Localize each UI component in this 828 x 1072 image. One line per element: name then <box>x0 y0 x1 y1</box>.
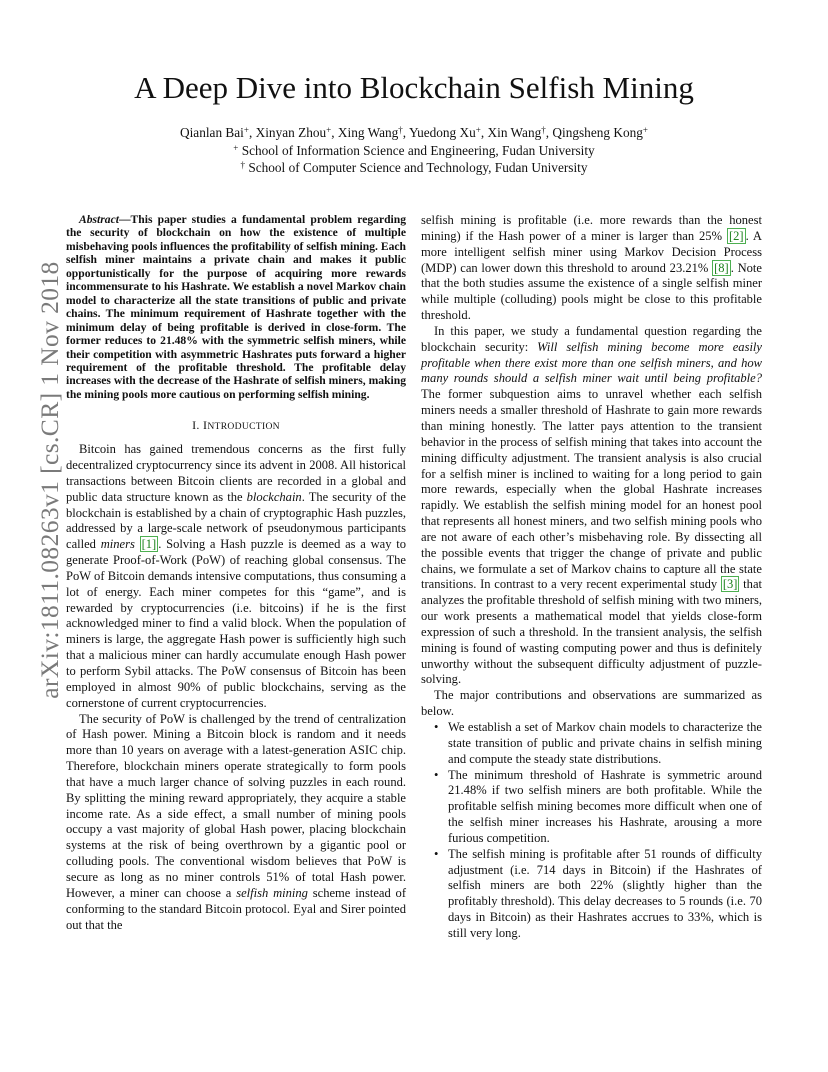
author-mark: † <box>398 125 403 135</box>
author-name: Xing Wang <box>337 125 399 140</box>
author-name: Yuedong Xu <box>408 125 476 140</box>
arxiv-identifier-stamp <box>14 180 74 780</box>
text-run: . Solving a Hash puzzle is deemed as a way to generate Proof-of-Work (PoW) of reaching global consensus. The PoW of Bitcoin demands intensive computations, thus consuming a lot of energy. Each miner competes for this “game”, and is rewarded by cryptocurrencies (i.e. bitcoins) if he is the first acknowledged miner to find a valid block. When the population of miners is large, the aggregate Hash power is sufficiently high such that a malicious miner can hardly accumulate enough Hash power to perform Sybil attacks. The PoW consensus of Bitcoin has been employed in almost 90% of public blockchains, serving as the cornerstone of current cryptocurrencies. <box>66 537 406 710</box>
text-run: . A more intelligent selfish miner using Markov Decision Process (MDP) can lower down this threshold to around 23.21% <box>421 228 762 275</box>
text-run: . The security of the blockchain is established by a chain of cryptographic Hash puzzles, addressed by a large-scale network of pseudonymous participants called <box>66 489 406 552</box>
author-name: Xin Wang <box>487 125 542 140</box>
emphasis-term: selfish mining <box>236 885 308 900</box>
author-name: Xinyan Zhou <box>255 125 327 140</box>
section-title-initial: I <box>203 418 208 433</box>
text-run: . Note that the both studies assume the existence of a single selfish miner while multiple (colluding) pools might be close to this profitable threshold. <box>421 260 762 323</box>
affiliation-text: School of Information Science and Engineering, Fudan University <box>241 143 595 158</box>
contributions-list <box>421 720 762 942</box>
abstract <box>66 213 406 401</box>
list-item: • The minimum threshold of Hashrate is symmetric around 21.48% if two selfish miners are both profitable. While the profitable selfish mining becomes more difficult when one of the selfish miner increases his Hashrate, arousing a more furious competition. <box>421 768 762 847</box>
list-item: • We establish a set of Markov chain models to characterize the state transition of public and private chains in selfish mining and compute the steady state distributions. <box>421 720 762 768</box>
left-column <box>66 213 406 933</box>
text-run: scheme instead of conforming to the standard Bitcoin protocol. Eyal and Sirer pointed out that the <box>66 885 406 932</box>
affiliation-mark: † <box>240 160 245 170</box>
author-name: Qingsheng Kong <box>552 125 643 140</box>
text-run: In this paper, we study a fundamental question regarding the blockchain security: <box>421 323 762 354</box>
body-paragraph <box>66 442 406 711</box>
citation-link[interactable]: [3] <box>722 577 738 592</box>
body-paragraph <box>421 324 762 688</box>
text-run: selfish mining is profitable (i.e. more rewards than the honest mining) if the Hash power of a miner is larger than 25% <box>421 213 762 243</box>
author-mark: + <box>326 125 332 135</box>
body-paragraph <box>66 712 406 934</box>
text-run: The security of PoW is challenged by the trend of centralization of Hash power. Mining a Bitcoin block is random and it needs more than 10 years on average with a latest-generation ASIC chip. Therefore, blockchain miners operate strategically to form pools that have a much larger chance of solving puzzles in each round. By splitting the mining reward appropriately, they acquire a stable income rate. As a side effect, a small number of mining pools occupy a vast majority of global Hash power, placing blockchain systems at the risk of being overthrown by a gigantic pool or colluding pools. The conventional wisdom believes that PoW is secure as long as no miner controls 51% of total Hash power. However, a miner can choose a <box>66 711 406 900</box>
author-mark: † <box>541 125 546 135</box>
author-mark: + <box>642 125 648 135</box>
research-question: Will selfish mining become more easily profitable when there exist more than one selfish miners, and how many rounds should a selfish miner wait until being profitable? <box>421 339 762 386</box>
text-run: Bitcoin has gained tremendous concerns as the first fully decentralized cryptocurrency since its advent in 2008. All historical transactions between Bitcoin clients are recorded in a global and public data structure known as the <box>66 442 406 504</box>
right-column <box>421 213 762 942</box>
citation-link[interactable]: [8] <box>714 260 729 275</box>
citation-link[interactable]: [2] <box>728 228 744 243</box>
abstract-label: Abstract <box>79 213 119 226</box>
section-title-rest: NTRODUCTION <box>207 421 280 433</box>
text-run: that analyzes the profitable threshold of selfish mining with two miners, our work presents a mathematical model that yields close-form expression of such a threshold. In the transient analysis, the selfish mining is found of wasting computing power and thus is definitely unworthy without the subsequent difficulty adjustment of puzzle-solving. <box>421 577 762 687</box>
affiliation-text: School of Computer Science and Technology, Fudan University <box>248 160 588 175</box>
body-paragraph <box>421 213 762 324</box>
list-item: • The selfish mining is profitable after 51 rounds of difficulty adjustment (i.e. 714 days in Bitcoin) if the Hashrates of selfish miners are both 22% (slightly higher than the profitably threshold). This delay decreases to 5 rounds (i.e. 70 days in Bitcoin) as their Hashrates accrues to 33%, which is still very long. <box>421 847 762 942</box>
affiliation-line <box>60 160 768 176</box>
author-list: Qianlan Bai+, Xinyan Zhou+, Xing Wang†, Yuedong Xu+, Xin Wang†, Qingsheng Kong+ <box>180 125 648 140</box>
author-mark: + <box>475 125 481 135</box>
citation-link[interactable]: [1] <box>141 537 157 552</box>
author-mark: + <box>243 125 249 135</box>
body-paragraph: The major contributions and observations are summarized as below. <box>421 688 762 719</box>
affiliation-line <box>60 143 768 159</box>
abstract-text: —This paper studies a fundamental problem regarding the security of blockchain on how the existence of multiple misbehaving pools influences the profitability of selfish mining. Each selfish miner maintains a private chain and makes it public opportunistically for the purpose of acquiring more rewards incommensurate to his Hashrate. We establish a novel Markov chain model to characterize all the state transitions of public and private chains. The minimum requirement of Hashrate together with the minimum delay of being profitable is derived in close-form. The former reduces to 21.48% with the symmetric selfish miners, while their competition with asymmetric Hashrates puts forward a higher requirement of the profitable threshold. The profitable delay increases with the decrease of the Hashrate of selfish miners, making the mining pools more cautious on performing selfish mining. <box>66 213 406 401</box>
paper-title: A Deep Dive into Blockchain Selfish Mining <box>134 70 694 105</box>
author-name: Qianlan Bai <box>180 125 244 140</box>
text-run: The former subquestion aims to unravel whether each selfish miners needs a smaller threshold of Hashrate to gain more rewards than mining honestly. The latter pays attention to the transient behavior in the process of selfish mining that takes into account the mining difficulty adjustment. The transient analysis is also crucial for a selfish miner is inclined to waiting for a long period to gain more rewards, especially when the global Hashrate increases rapidly. We establish the selfish mining model for an honest pool that represents all honest miners, and two selfish mining pools who are not aware of each other’s misbehaving role. By dissecting all the possible events that trigger the change of private and public chains, we formulate a set of Markov chains to capture all the state transitions. In contrast to a very recent experimental study <box>421 387 762 592</box>
emphasis-term: miners <box>100 537 135 552</box>
section-heading <box>66 418 406 435</box>
affiliation-mark: + <box>233 143 239 153</box>
emphasis-term: blockchain <box>246 489 302 504</box>
arxiv-id-text: arXiv:1811.08263v1 [cs.CR] 1 Nov 2018 <box>35 261 64 699</box>
section-number: I. <box>192 418 200 433</box>
